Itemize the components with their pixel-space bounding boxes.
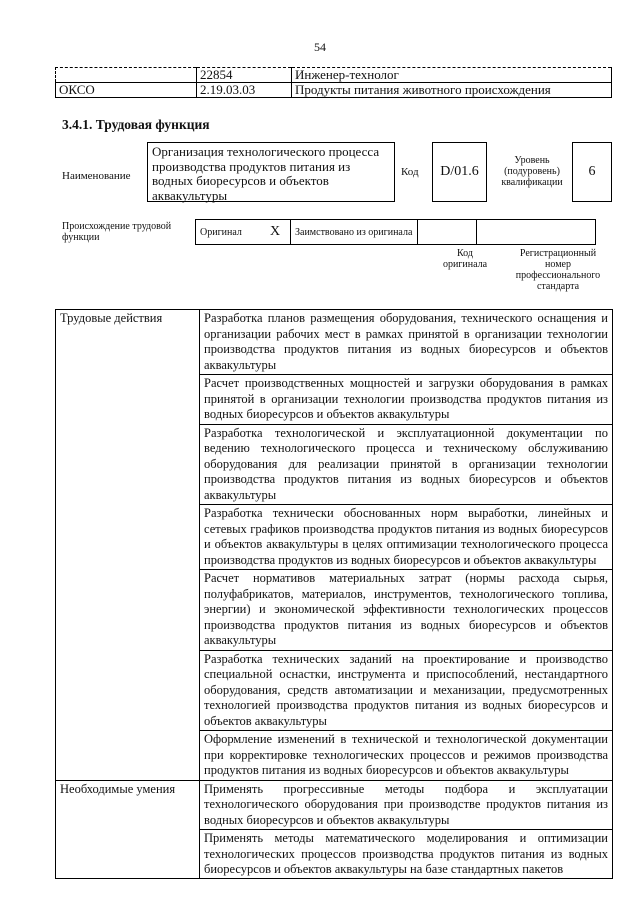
labor-function-table (55, 309, 613, 879)
level-label-line: (подуровень) (504, 166, 560, 177)
level-label-line: квалификации (501, 177, 563, 188)
okso-row (56, 68, 612, 83)
code-label: Код (401, 166, 419, 178)
registration-caption (500, 248, 616, 292)
original-mark: X (266, 220, 291, 245)
okso-cell-code: 2.19.03.03 (197, 83, 292, 98)
level-label-line: Уровень (514, 155, 550, 166)
borrowed-label: Заимствовано из оригинала (291, 220, 418, 245)
labor-actions-label: Трудовые действия (56, 310, 200, 781)
registration-caption-line: номер (545, 259, 571, 270)
origin-table (195, 219, 596, 245)
qualification-level-box: 6 (572, 142, 612, 202)
code-caption-line: оригинала (442, 259, 488, 270)
labor-action-item: Разработка технических заданий на проектирование и производство специальной оснастки, инструмента и приспособлений, нестандартного оборудования, средств автоматизации и механизации, предусмотренных технологией производства продуктов питания из водных биоресурсов и объектов аквакультуры (200, 650, 613, 731)
code-caption (432, 248, 498, 270)
name-label: Наименование (62, 170, 131, 182)
skill-item: Применять прогрессивные методы подбора и эксплуатации технологического оборудования при производстве продуктов питания из водных биоресурсов и объектов аквакультуры (200, 780, 613, 830)
page-number: 54 (314, 40, 326, 54)
labor-action-item: Разработка планов размещения оборудования, технического оснащения и организации рабочих мест в рамках принятой в организации технологии производства продуктов питания из водных биоресурсов и объектов аквакультуры (200, 310, 613, 375)
function-code-box: D/01.6 (432, 142, 487, 202)
labor-action-item: Разработка технологической и эксплуатационной документации по ведению технологического процесса и техническому обслуживанию оборудования для реализации принятой в организации технологии производства продуктов питания из водных биоресурсов и объектов аквакультуры (200, 424, 613, 505)
registration-caption-line: стандарта (536, 281, 580, 292)
skill-item-text: Применять методы математического моделирования и оптимизации технологических процессов производства продуктов питания из водных биоресурсов и объектов аквакультуры на базе стандартных пакетов (204, 831, 608, 876)
okso-cell-code: 22854 (197, 68, 292, 83)
original-label: Оригинал (196, 220, 267, 245)
okso-table (55, 67, 612, 98)
labor-action-item: Оформление изменений в технической и технологической документации при корректировке технологических процессов и режимов производства продуктов питания из водных биоресурсов и объектов аквакультуры (200, 731, 613, 781)
skill-item (200, 830, 613, 879)
labor-action-item: Расчет производственных мощностей и загрузки оборудования в рамках принятой в организации технологии производства продуктов питания из водных биоресурсов и объектов аквакультуры (200, 375, 613, 425)
section-heading: 3.4.1. Трудовая функция (62, 117, 210, 132)
code-caption-line: Код (457, 248, 473, 259)
original-code-cell (418, 220, 477, 245)
registration-caption-line: Регистрационный (519, 248, 597, 259)
labor-action-item: Разработка технически обоснованных норм выработки, линейных и сетевых графиков производства продуктов питания из водных биоресурсов и объектов аквакультуры в целях оптимизации технологического процесса производства продуктов из водных биоресурсов и объектов аквакультуры (200, 505, 613, 570)
okso-cell-name: Инженер-технолог (292, 68, 612, 83)
required-skills-label: Необходимые умения (56, 780, 200, 879)
origin-label: Происхождение трудовой функции (62, 221, 172, 243)
okso-cell-group: ОКСО (56, 83, 197, 98)
okso-cell-name: Продукты питания животного происхождения (292, 83, 612, 98)
table-row (56, 780, 613, 830)
function-name-box: Организация технологического процесса производства продуктов питания из водных биоресурсов и объектов аквакультуры (147, 142, 395, 202)
registration-number-cell (477, 220, 596, 245)
labor-action-item: Расчет нормативов материальных затрат (нормы расхода сырья, полуфабрикатов, материалов, инструментов, технологического топлива, энергии) и экономической эффективности технологических процессов производства продуктов питания из водных биоресурсов и объектов аквакультуры (200, 570, 613, 651)
okso-row (56, 83, 612, 98)
registration-caption-line: профессионального (515, 270, 601, 281)
level-label (496, 155, 568, 188)
okso-cell-group (56, 68, 197, 83)
table-row (56, 310, 613, 375)
origin-row (196, 220, 596, 245)
